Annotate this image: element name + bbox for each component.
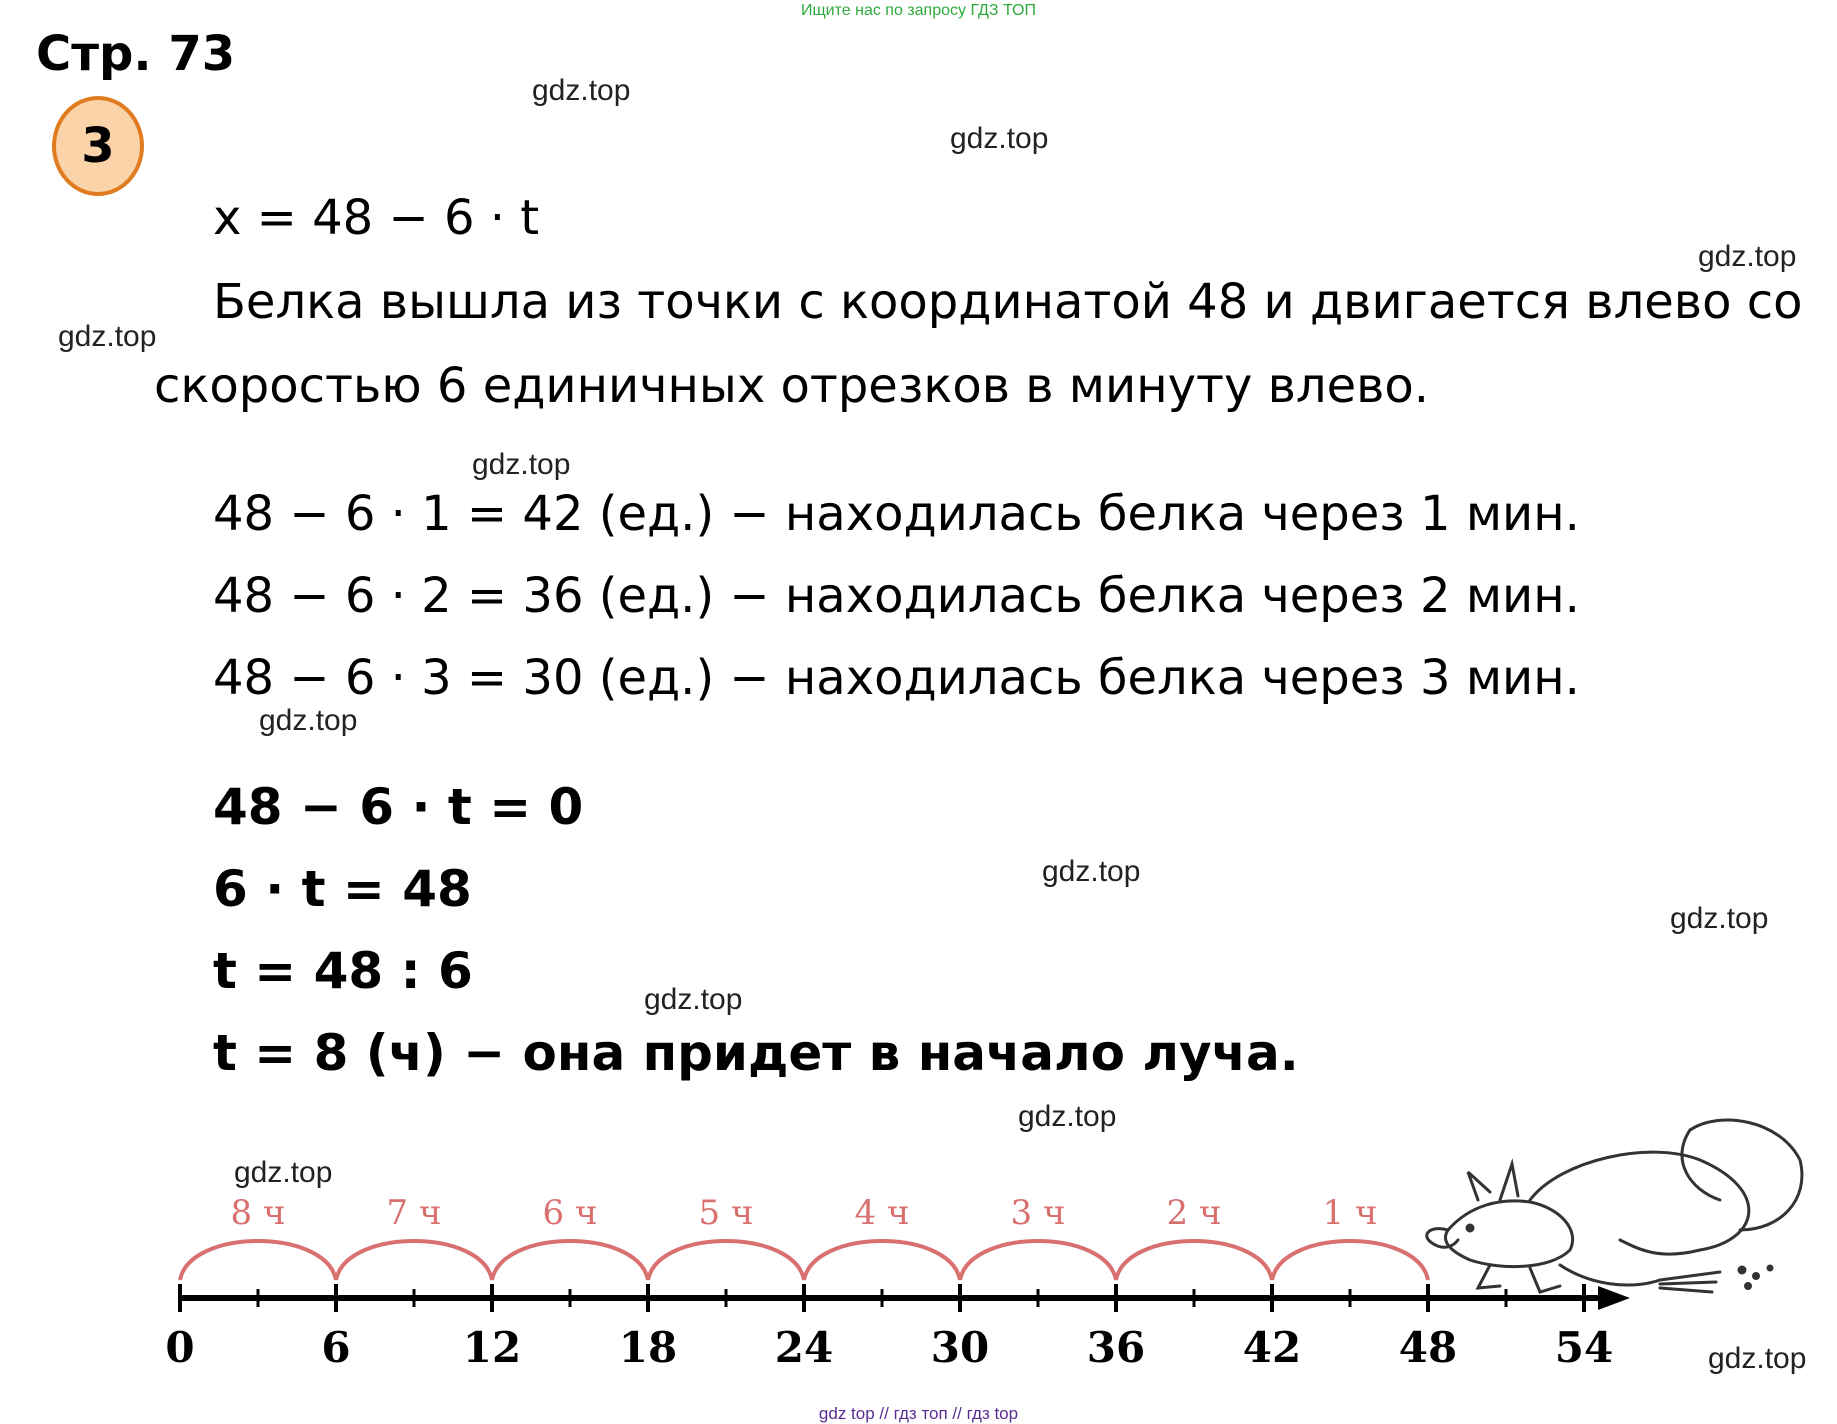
jump-arc — [648, 1241, 804, 1280]
equation-line-2: 6 · t = 48 — [213, 860, 472, 918]
watermark: gdz.top — [1708, 1342, 1807, 1375]
equation-line-3: t = 48 : 6 — [213, 942, 473, 1000]
tick-label: 42 — [1242, 1323, 1302, 1372]
watermark: gdz.top — [259, 704, 358, 737]
arc-label: 8 ч — [230, 1193, 286, 1233]
watermark: gdz.top — [532, 74, 631, 107]
jump-arc — [1272, 1241, 1428, 1280]
jump-arcs — [180, 1241, 1428, 1280]
squirrel-icon — [1427, 1120, 1802, 1292]
arc-label: 7 ч — [386, 1193, 442, 1233]
equation-answer: t = 8 (ч) − она придет в начало луча. — [213, 1024, 1299, 1082]
watermark: gdz.top — [1670, 902, 1769, 935]
arc-label: 6 ч — [542, 1193, 598, 1233]
tick-label: 30 — [930, 1323, 990, 1372]
equation-line-1: 48 − 6 · t = 0 — [213, 778, 584, 836]
calc-line-3: 48 − 6 · 3 = 30 (ед.) − находилась белка через 3 мин. — [213, 650, 1580, 706]
calc-line-2: 48 − 6 · 2 = 36 (ед.) − находилась белка через 2 мин. — [213, 568, 1580, 624]
tick-label: 24 — [774, 1323, 834, 1372]
tick-label: 54 — [1554, 1323, 1614, 1372]
watermark: gdz.top — [234, 1156, 333, 1189]
calc-line-1: 48 − 6 · 1 = 42 (ед.) − находилась белка через 1 мин. — [213, 486, 1580, 542]
arc-label: 5 ч — [698, 1193, 754, 1233]
tick-label: 48 — [1398, 1323, 1458, 1372]
arc-label: 1 ч — [1322, 1193, 1378, 1233]
page-reference: Стр. 73 — [36, 26, 236, 82]
watermark: gdz.top — [644, 983, 743, 1016]
tick-label: 12 — [462, 1323, 522, 1372]
top-banner: Ищите нас по запросу ГДЗ ТОП — [801, 2, 1036, 19]
arc-label: 4 ч — [854, 1193, 910, 1233]
description-line-1: Белка вышла из точки с координатой 48 и двигается влево со — [213, 274, 1803, 330]
jump-arc — [1116, 1241, 1272, 1280]
description-line-2: скоростью 6 единичных отрезков в минуту влево. — [154, 358, 1430, 414]
arc-label: 3 ч — [1010, 1193, 1066, 1233]
watermark: gdz.top — [950, 122, 1049, 155]
jump-arc — [960, 1241, 1116, 1280]
arrow-head-icon — [1598, 1286, 1630, 1310]
watermark: gdz.top — [1042, 855, 1141, 888]
watermark: gdz.top — [1018, 1100, 1117, 1133]
jump-arc — [336, 1241, 492, 1280]
arc-label: 2 ч — [1166, 1193, 1222, 1233]
tick-label: 0 — [165, 1323, 195, 1372]
watermark: gdz.top — [472, 448, 571, 481]
jump-arc — [492, 1241, 648, 1280]
task-number: 3 — [81, 118, 115, 174]
jump-arc — [180, 1241, 336, 1280]
tick-labels — [165, 1323, 1613, 1372]
bottom-banner: gdz top // гдз топ // гдз top — [818, 1404, 1019, 1423]
tick-label: 6 — [321, 1323, 351, 1372]
tick-label: 36 — [1086, 1323, 1146, 1372]
number-line-figure — [0, 1100, 1837, 1380]
arc-labels — [231, 1193, 1378, 1233]
tick-label: 18 — [618, 1323, 678, 1372]
jump-arc — [804, 1241, 960, 1280]
formula: x = 48 − 6 · t — [213, 190, 540, 246]
watermark: gdz.top — [58, 320, 157, 353]
watermark: gdz.top — [1698, 240, 1797, 273]
task-number-badge — [52, 96, 144, 196]
